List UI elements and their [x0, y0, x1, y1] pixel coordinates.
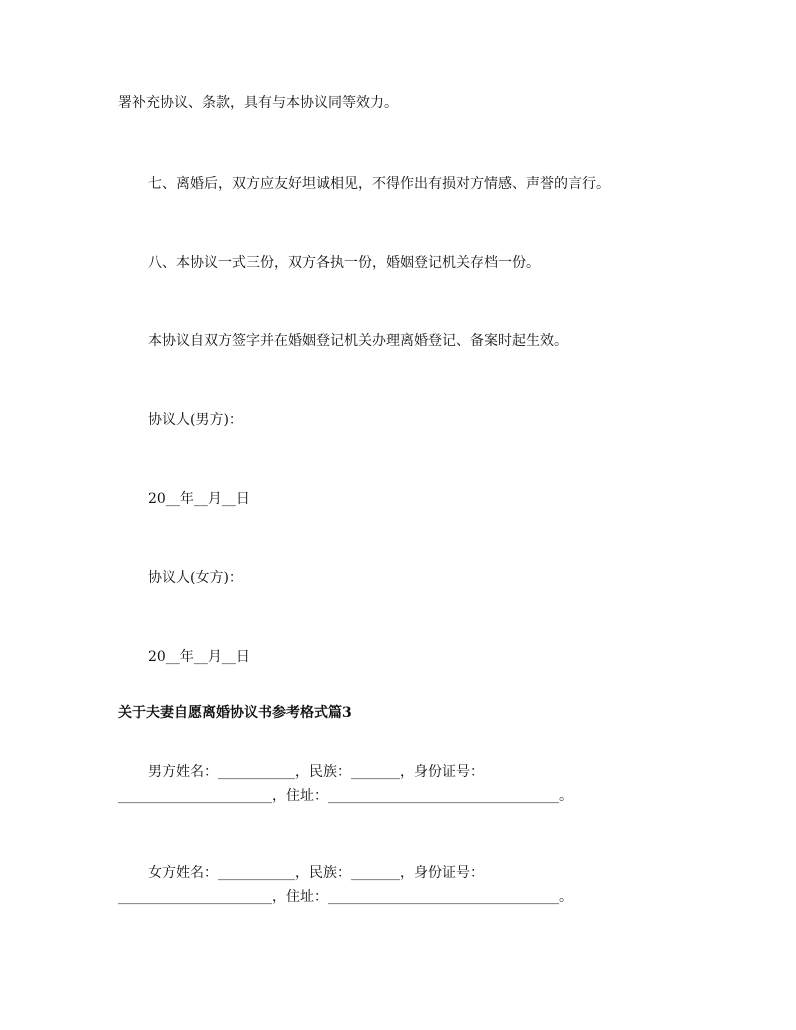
date-male: 20__年__月__日 [148, 491, 250, 507]
male-info-line1: 男方姓名：___________，民族：_______，身份证号： [148, 764, 484, 780]
female-info-line1: 女方姓名：___________，民族：_______，身份证号： [148, 865, 484, 881]
signer-male-label: 协议人(男方)： [148, 412, 243, 428]
male-info-line2: ______________________，住址：_________________________________。 [118, 788, 573, 804]
effective-clause: 本协议自双方签字并在婚姻登记机关办理离婚登记、备案时起生效。 [148, 333, 568, 349]
clause-seven: 七、离婚后，双方应友好坦诚相见，不得作出有损对方情感、声誉的言行。 [148, 176, 610, 192]
female-info-line2: ______________________，住址：_________________________________。 [118, 889, 573, 905]
section-title: 关于夫妻自愿离婚协议书参考格式篇3 [118, 705, 352, 721]
paragraph-continuation: 署补充协议、条款，具有与本协议同等效力。 [118, 95, 398, 111]
clause-eight: 八、本协议一式三份，双方各执一份，婚姻登记机关存档一份。 [148, 255, 540, 271]
date-female: 20__年__月__日 [148, 649, 250, 665]
signer-female-label: 协议人(女方)： [148, 570, 243, 586]
